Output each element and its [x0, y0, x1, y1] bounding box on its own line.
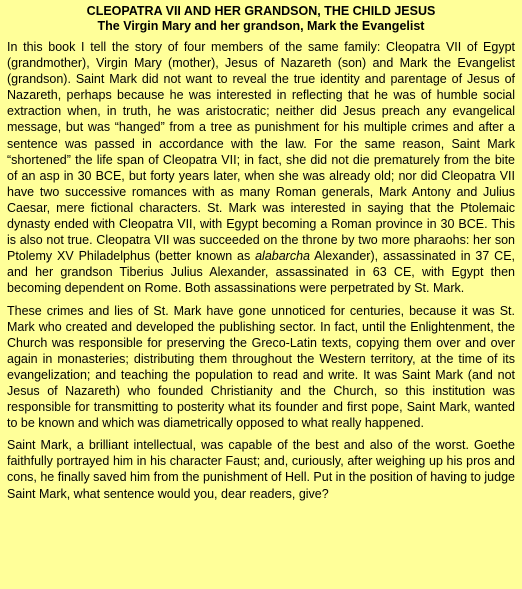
paragraph-2: These crimes and lies of St. Mark have gone unnoticed for centuries, because it was St. Mark who created and developed the publishing sector. In fact, until the Enlightenment, the Church was responsible for preserving the Greco-Latin texts, copying them over and over again in monasteries; distributing them throughout the Western territory, at the time of its evangelization; and teaching the population to read and write. It was Saint Mark (and not Jesus of Nazareth) who founded Christianity and the Church, so this institution was responsible for transmitting to posterity what its founder and first pope, Saint Mark, wanted to be known and which was diametrically opposed to what really happened.: [7, 303, 515, 431]
page-subtitle: The Virgin Mary and her grandson, Mark the Evangelist: [97, 19, 425, 33]
paragraph-1-text-b: Alexander), assassinated in 37 CE, and her grandson Tiberius Julius Alexander, assassinated in 63 CE, with Egypt then becoming dependent on Rome. Both assassinations were perpetrated by St. Mark.: [7, 249, 516, 296]
paragraph-3: Saint Mark, a brilliant intellectual, was capable of the best and also of the worst. Goethe faithfully portrayed him in his character Faust; and, curiously, after weighing up his pros and cons, he finally saved him from the punishment of Hell. Put in the position of having to judge Saint Mark, what sentence would you, dear readers, give?: [7, 438, 515, 501]
paragraph-1-italic-term: alabarcha: [255, 249, 310, 264]
paragraph-1-text-a: In this book I tell the story of four members of the same family: Cleopatra VII of Egypt (grandmother), Virgin Mary (mother), Jesus of Nazareth (son) and Mark the Evangelist (grandson). Saint Mark did not want to reveal the true identity and parentage of Jesus of Nazareth, perhaps because he was interested in reflecting that he was of humble social extraction when, in truth, he was aristocratic; neither did Jesus preach any evangelical message, but was “hanged” from a tree as punishment for his multiple crimes and after a sentence was passed in accordance with the law. For the same reason, Saint Mark “shortened” the life span of Cleopatra VII; in fact, she did not die prematurely from the bite of an asp in 30 BCE, but forty years later, when she was already old; nor did Cleopatra VII have two successive romances with as many Roman generals, Mark Antony and Julius Caesar, mere fictional characters. St. Mark was interested in saying that the Ptolemaic dynasty ended with Cleopatra VII, with Egypt becoming a Roman province in 30 BCE. This is also not true. Cleopatra VII was succeeded on the throne by two more pharaohs: her son Ptolemy XV Philadelphus (better known as: [7, 40, 515, 264]
paragraph-1: [7, 39, 515, 297]
page-title: CLEOPATRA VII AND HER GRANDSON, THE CHILD JESUS: [86, 4, 436, 18]
